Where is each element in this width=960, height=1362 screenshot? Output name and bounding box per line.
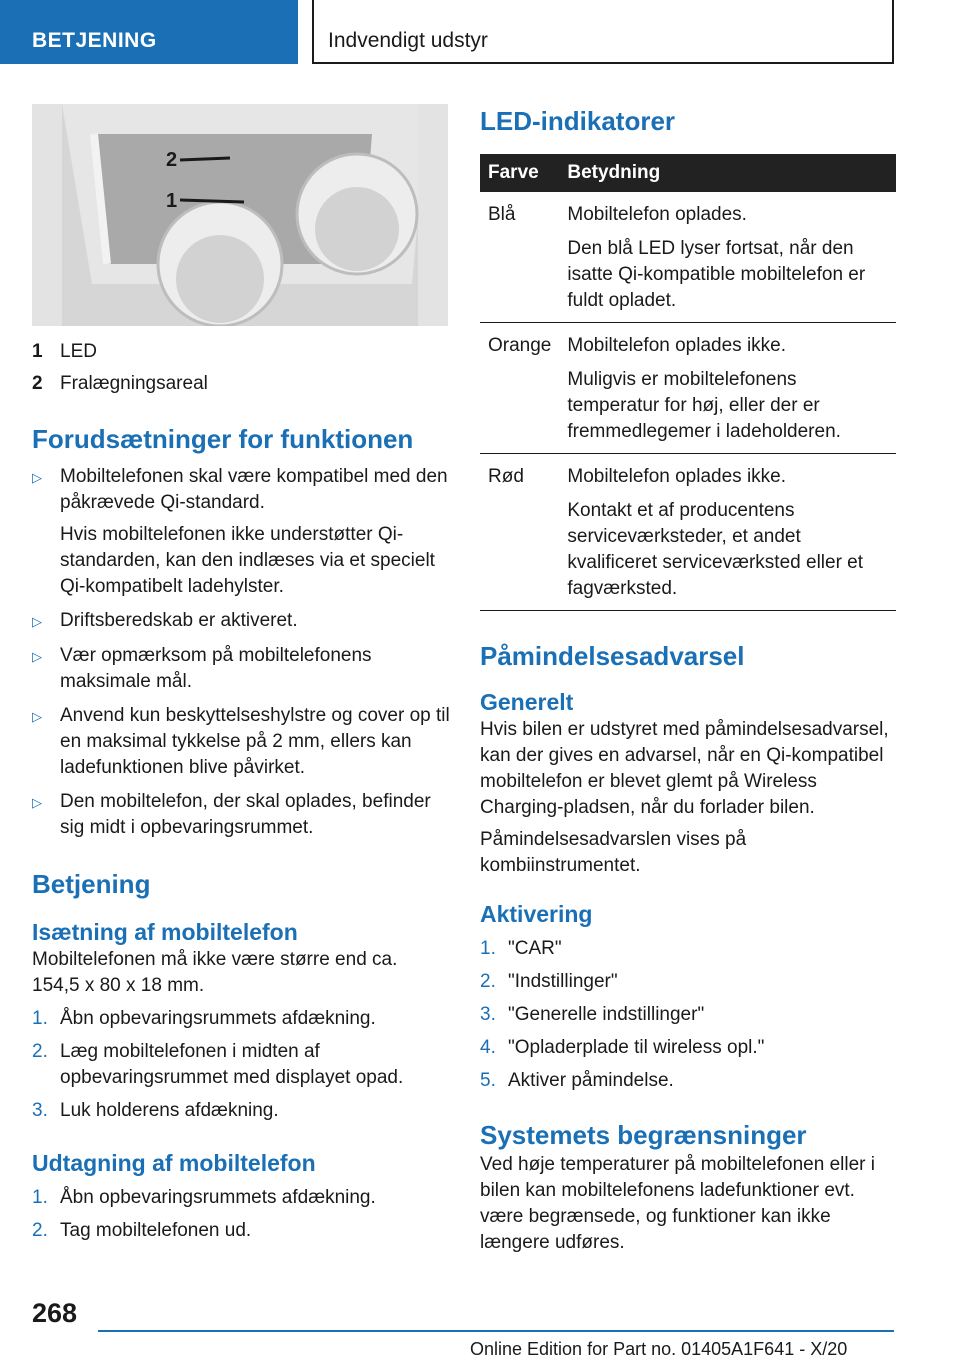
step-text: Åbn opbevaringsrummets afdækning.	[60, 1187, 376, 1208]
step	[32, 1098, 450, 1124]
meaning-text: Mobiltelefon oplades ikke.	[567, 466, 787, 487]
list-item	[32, 608, 450, 635]
step-text: "Generelle indstillinger"	[508, 1004, 705, 1025]
list-item-text: Anvend kun beskyttelseshylstre og cover op til en maksimal tykkelse på 2 mm, ellers kan ladefunktionen blive påvirket.	[60, 705, 450, 778]
legend-label: LED	[60, 341, 97, 362]
callout-2: 2	[166, 149, 178, 171]
list-item	[32, 703, 450, 781]
limits-text: Ved høje temperaturer på mobiltelefonen eller i bilen kan mobiltelefonens ladefunktioner evt. være begrænsede, og funktioner kan ikke længere udføres.	[480, 1154, 876, 1253]
activation-heading: Aktivering	[480, 901, 593, 927]
meaning-detail: Kontakt et af producentens serviceværksteder, et andet kvalificeret serviceværksted eller et fagværksted.	[567, 500, 864, 599]
right-column	[480, 104, 896, 1256]
led-table	[480, 154, 896, 611]
step	[32, 1185, 450, 1211]
legend-item	[32, 368, 450, 400]
step-text: "Opladerplade til wireless opl."	[508, 1037, 765, 1058]
footer-divider	[98, 1330, 894, 1332]
step-number: 2.	[32, 1220, 48, 1241]
callout-1: 1	[166, 190, 178, 212]
column-header: Farve	[480, 154, 559, 192]
insert-heading: Isætning af mobiltelefon	[32, 919, 298, 945]
led-color: Rød	[480, 454, 559, 611]
legend-number: 1	[32, 341, 43, 362]
list-item	[32, 643, 450, 695]
remove-steps	[32, 1185, 450, 1244]
meaning-detail: Den blå LED lyser fortsat, når den isatte Qi-kompatible mobiltelefon er fuldt opladet.	[567, 238, 866, 311]
step	[32, 1006, 450, 1032]
meaning-detail: Muligvis er mobiltelefonens temperatur for høj, eller der er fremmedlegemer i ladeholderen.	[567, 369, 841, 442]
column-header: Betydning	[559, 154, 896, 192]
step-text: Åbn opbevaringsrummets afdækning.	[60, 1008, 376, 1029]
led-meaning	[559, 454, 896, 611]
limits-heading: Systemets begrænsninger	[480, 1120, 807, 1150]
table-row	[480, 323, 896, 454]
step	[480, 1068, 896, 1094]
step-number: 1.	[480, 938, 496, 959]
remove-heading: Udtagning af mobiltelefon	[32, 1150, 316, 1176]
insert-intro: Mobiltelefonen må ikke være større end ca. 154,5 x 80 x 18 mm.	[32, 949, 398, 996]
page-number: 268	[32, 1298, 78, 1328]
general-heading: Generelt	[480, 689, 574, 715]
meaning-text: Mobiltelefon oplades.	[567, 204, 747, 225]
triangle-bullet-icon: ▷	[32, 709, 42, 724]
table-row	[480, 192, 896, 323]
step	[32, 1218, 450, 1244]
step	[480, 1035, 896, 1061]
list-item-text: Driftsberedskab er aktiveret.	[60, 610, 298, 631]
step	[32, 1039, 450, 1091]
step-number: 4.	[480, 1037, 496, 1058]
reminder-heading: Påmindelsesadvarsel	[480, 641, 745, 671]
list-item-text: Vær opmærksom på mobiltelefonens maksimale mål.	[60, 645, 372, 692]
charging-tray-illustration	[32, 104, 448, 326]
left-column	[32, 104, 450, 1244]
legend-item	[32, 336, 450, 368]
operation-heading: Betjening	[32, 869, 151, 899]
led-meaning	[559, 192, 896, 323]
general-text: Hvis bilen er udstyret med påmindelsesadvarsel, kan der gives en advarsel, når en Qi-kompatibel mobiltelefon er blevet glemt på Wireless Charging-pladsen, når du forlader bilen.	[480, 719, 889, 818]
step-text: "Indstillinger"	[508, 971, 618, 992]
led-heading: LED-indikatorer	[480, 106, 676, 136]
general-text-2: Påmindelsesadvarslen vises på kombiinstrumentet.	[480, 829, 747, 876]
list-item-text: Hvis mobiltelefonen ikke understøtter Qi-standarden, kan den indlæses via et specielt Qi-kompatibelt ladehylster.	[60, 524, 435, 597]
step	[480, 969, 896, 995]
list-item-text: Den mobiltelefon, der skal oplades, befinder sig midt i opbevaringsrummet.	[60, 791, 431, 838]
insert-steps	[32, 1006, 450, 1124]
step-number: 3.	[480, 1004, 496, 1025]
led-meaning	[559, 323, 896, 454]
legend-number: 2	[32, 373, 43, 394]
list-item	[32, 464, 450, 600]
meaning-text: Mobiltelefon oplades ikke.	[567, 335, 787, 356]
list-item	[32, 789, 450, 841]
step-number: 2.	[32, 1041, 48, 1062]
section-title: BETJENING	[32, 29, 157, 52]
charging-tray-figure	[32, 104, 448, 326]
triangle-bullet-icon: ▷	[32, 470, 42, 485]
led-color: Blå	[480, 192, 559, 323]
edition-text: Online Edition for Part no. 01405A1F641 - X/20	[470, 1339, 848, 1359]
step-number: 1.	[32, 1187, 48, 1208]
table-row	[480, 454, 896, 611]
prereq-list	[32, 464, 450, 841]
step-number: 2.	[480, 971, 496, 992]
chapter-title: Indvendigt udstyr	[328, 29, 488, 52]
step-text: Læg mobiltelefonen i midten af opbevaringsrummet med displayet opad.	[60, 1041, 404, 1088]
triangle-bullet-icon: ▷	[32, 795, 42, 810]
legend-label: Fralægningsareal	[60, 373, 208, 394]
step-number: 1.	[32, 1008, 48, 1029]
step	[480, 936, 896, 962]
figure-legend	[32, 336, 450, 400]
prereq-heading: Forudsætninger for funktionen	[32, 424, 414, 454]
triangle-bullet-icon: ▷	[32, 614, 42, 629]
led-color: Orange	[480, 323, 559, 454]
step-number: 5.	[480, 1070, 496, 1091]
section-tab	[0, 0, 298, 64]
list-item-text: Mobiltelefonen skal være kompatibel med den påkrævede Qi-standard.	[60, 466, 448, 513]
step-text: Tag mobiltelefonen ud.	[60, 1220, 252, 1241]
step-number: 3.	[32, 1100, 48, 1121]
step-text: Aktiver påmindelse.	[508, 1070, 674, 1091]
chapter-box	[312, 0, 894, 64]
step-text: "CAR"	[508, 938, 562, 959]
triangle-bullet-icon: ▷	[32, 649, 42, 664]
activation-steps	[480, 936, 896, 1094]
step	[480, 1002, 896, 1028]
step-text: Luk holderens afdækning.	[60, 1100, 279, 1121]
